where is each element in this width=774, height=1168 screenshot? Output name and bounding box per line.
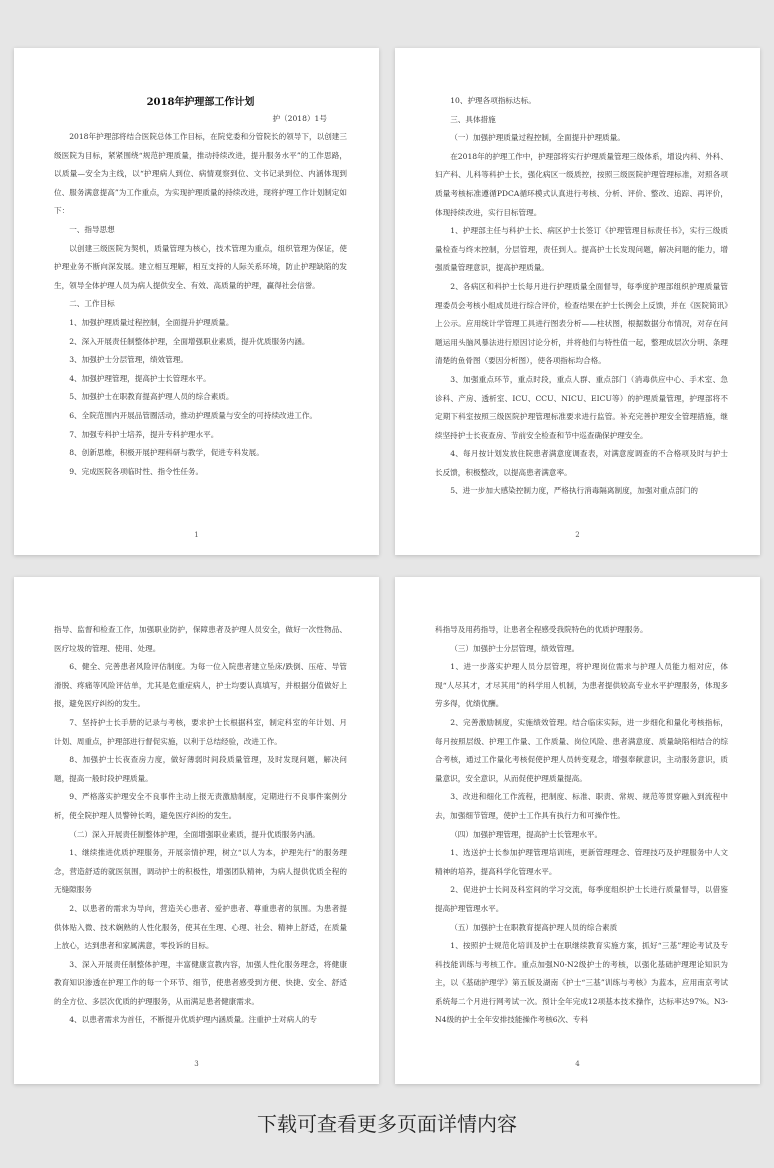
paragraph: 2、完善激励制度，实施绩效管理。结合临床实际，进一步细化和量化考核指标，每月按照层级、护理工作量、工作质量、岗位风险、患者满意度、质量缺陷相结合的综合考核，通过工作量化考核促使护理人员转变观念，增强奉献意识，主动服务意识，质量意识，安全意识，从而促使护理质量提高。 xyxy=(435,717,728,783)
paragraph: 科指导及用药指导，让患者全程感受我院特色的优质护理服务。 xyxy=(435,625,648,634)
list-item: 6、全院范围内开展品管圈活动，推动护理质量与安全的可持续改进工作。 xyxy=(69,410,318,420)
document-title: 2018年护理部工作计划 xyxy=(146,97,255,108)
list-item: 1、加强护理质量过程控制，全面提升护理质量。 xyxy=(69,317,234,327)
subsection-heading: （一）加强护理质量过程控制，全面提升护理质量。 xyxy=(450,133,625,143)
list-item: 10、护理各项指标达标。 xyxy=(450,96,536,105)
paragraph: 3、改进和细化工作流程，把制度、标准、职责、常规、规范等贯穿融入到流程中去，加强细节管理，使护士工作具有执行力和可操作性。 xyxy=(435,792,728,820)
paragraph: 在2018年的护理工作中，护理部将实行护理质量管理三级体系，增设内科、外科、妇产科、儿科等科护士长，强化病区一级质控，按照三级医院护理管理标准，对照各项质量考核标准遵循PDCA循环模式认真进行考核、分析、评价、整改、追踪、再评价，体现持续改进，实行目标管理。 xyxy=(435,151,728,217)
download-more-caption: 下载可查看更多页面详情内容 xyxy=(257,1112,517,1136)
page-2-content xyxy=(435,92,728,519)
section-heading: 二、工作目标 xyxy=(69,299,115,309)
paragraph: 1、选送护士长参加护理管理培训班，更新管理理念、管理技巧及护理服务中人文精神的培养，提高科学化管理水平。 xyxy=(435,848,728,876)
section-heading: 一、指导思想 xyxy=(69,224,115,234)
paragraph: 指导、监督和检查工作，加强职业防护，保障患者及护理人员安全，做好一次性物品、医疗垃圾的管理、使用、处理。 xyxy=(54,625,347,653)
page-number: 1 xyxy=(194,531,199,539)
list-item: 7、加强专科护士培养，提升专科护理水平。 xyxy=(69,429,219,439)
paragraph: 1、按照护士规范化培训及护士在职继续教育实施方案，抓好“三基”理论考试及专科技能训练与考核工作。重点加强N0-N2级护士的考核，以强化基础护理理论知识为主，以《基础护理学》第五版及湖南《护士“三基”训练与考核》为蓝本，应用南京考试系统每二个月进行网考试一次。预计全年完成12项基本技术操作，达标率达97%。N3-N4级的护士全年安排技能操作考核6次、专科 xyxy=(435,941,728,1025)
document-number: 护（2018）1号 xyxy=(272,114,327,123)
page-4-content xyxy=(435,621,728,1048)
paragraph: 2018年护理部将结合医院总体工作目标，在院党委和分管院长的领导下，以创建三级医院为目标，紧紧围绕“规范护理质量，推动持续改进，提升服务水平”的工作思路，以质量—安全为主线，以“护理病人到位、病情观察到位、文书记录到位、内涵体现到位、服务满意提高”为工作重点，为实现护理质量的持续改进，现将护理工作计划制定如下： xyxy=(54,132,347,216)
list-item: 8、创新思维，积极开展护理科研与教学，促进专科发展。 xyxy=(69,448,264,458)
paragraph: 2、各病区和科护士长每月进行护理质量全面督导，每季度护理部组织护理质量管理委员会考核小组成员进行综合评价，检查结果在护士长例会上反馈，并在《医院简讯》上公示。应用统计学管理工具进行图表分析——柱状图，根据数据分布情况，对存在问题运用头脑风暴法进行原因讨论分析，并将他们与特性值一起，整理成层次分明、条理清楚的鱼骨图（要因分析图），使各项指标均合格。 xyxy=(435,281,728,366)
document-page-1 xyxy=(14,48,379,555)
list-item: 2、深入开展责任制整体护理，全面增强职业素质，提升优质服务内涵。 xyxy=(69,336,310,346)
list-item: 4、加强护理管理，提高护士长管理水平。 xyxy=(69,373,211,383)
page-number: 2 xyxy=(575,531,580,539)
list-item: 3、加强护士分层管理，绩效管理。 xyxy=(69,355,188,365)
paragraph: 2、以患者的需求为导向，营造关心患者、爱护患者、尊重患者的氛围。为患者提供体贴入微、技术娴熟的人性化服务，使其在生理、心理、社会、精神上舒适，在质量上放心，达到患者和家属满意，零投诉的目标。 xyxy=(54,903,347,951)
subsection-heading: （四）加强护理管理，提高护士长管理水平。 xyxy=(450,829,603,839)
paragraph: 8、加强护士长夜查房力度，做好薄弱时间段质量管理，及时发现问题，解决问题，提高一般时段护理质量。 xyxy=(54,755,347,783)
section-heading: 三、具体措施 xyxy=(450,114,496,124)
list-item: 9、完成医院各项临时性、指令性任务。 xyxy=(69,466,204,476)
list-item: 5、加强护士在职教育提高护理人员的综合素质。 xyxy=(69,392,234,402)
document-page-2 xyxy=(395,48,760,555)
page-number: 3 xyxy=(194,1060,199,1068)
document-page-3 xyxy=(14,577,379,1084)
page-3-content xyxy=(54,621,347,1048)
paragraph: 1、进一步落实护理人员分层管理，将护理岗位需求与护理人员能力相对应，体现“人尽其才，才尽其用”的科学用人机制，为患者提供较高专业水平护理服务，体现多劳多得，优绩优酬。 xyxy=(435,662,728,709)
subsection-heading: （五）加强护士在职教育提高护理人员的综合素质 xyxy=(450,922,618,932)
paragraph: 7、坚持护士长手册的记录与考核，要求护士长根据科室，制定科室的年计划、月计划、周重点，护理部进行督促实施，以利于总结经验，改进工作。 xyxy=(54,717,347,746)
document-page-4 xyxy=(395,577,760,1084)
paragraph: 9、严格落实护理安全不良事件主动上报无责激励制度，定期进行不良事件案例分析，使全院护理人员警钟长鸣，避免医疗纠纷的发生。 xyxy=(54,792,347,820)
paragraph: 3、深入开展责任制整体护理，丰富健康宣教内容，加强人性化服务理念，将健康教育知识渗透在护理工作的每一个环节、细节，使患者感受到方便、快捷、安全、舒适的全方位、多层次优质的护理服务，从而满足患者健康需求。 xyxy=(54,959,347,1006)
paragraph: 6、健全、完善患者风险评估制度。为每一位入院患者建立坠床/跌倒、压疮、导管滑脱、疼痛等风险评估单，尤其是危重症病人，护士均要认真填写，并根据分值做好上报，避免医疗纠纷的发生。 xyxy=(54,662,347,709)
paragraph: 4、每月按计划发放住院患者满意度调查表，对满意度调查的不合格项及时与护士长反馈，积极整改，以提高患者满意率。 xyxy=(435,449,728,477)
paragraph: 以创建三级医院为契机，质量管理为核心，技术管理为重点，组织管理为保证，使护理业务不断向深发展。建立相互理解，相互支持的人际关系环境，防止护理缺陷的发生，领导全体护理人员为病人提供安全、有效、高质量的护理，赢得社会信誉。 xyxy=(54,243,347,290)
paragraph: 1、继续推进优质护理服务，开展亲情护理，树立“以人为本，护理先行”的服务理念，营造舒适的就医氛围，调动护士的积极性，增强团队精神，为病人提供优质全程的无缝隙服务 xyxy=(54,848,347,895)
paragraph: 3、加强重点环节，重点时段，重点人群、重点部门（消毒供应中心、手术室、急诊科、产房、透析室、ICU、CCU、NICU、EICU等）的护理质量管理，护理部将不定期下科室按照三级医院护理管理标准要求进行监管。补充完善护理安全管理措施，继续坚持护士长夜查房、节前安全检查和节中巡查确保护理安全。 xyxy=(435,374,728,440)
paragraph: 5、进一步加大感染控制力度，严格执行消毒隔离制度，加强对重点部门的 xyxy=(450,486,699,496)
paragraph: 4、以患者需求为首任，不断提升优质护理内涵质量。注重护士对病人的专 xyxy=(69,1015,318,1025)
subsection-heading: （二）深入开展责任制整体护理，全面增强职业素质，提升优质服务内涵。 xyxy=(69,829,320,839)
paragraph: 2、促进护士长间及科室间的学习交流，每季度组织护士长进行质量督导，以借鉴提高护理管理水平。 xyxy=(435,885,728,913)
page-number: 4 xyxy=(575,1060,580,1068)
subsection-heading: （三）加强护士分层管理，绩效管理。 xyxy=(450,643,580,653)
paragraph: 1、护理部主任与科护士长、病区护士长签订《护理管理目标责任书》，实行三级质量检查与终末控制，分层管理，责任到人。提高护士长发现问题，解决问题的能力，增强质量管理意识，提高护理质量。 xyxy=(435,226,728,273)
page-1-content xyxy=(54,48,347,519)
